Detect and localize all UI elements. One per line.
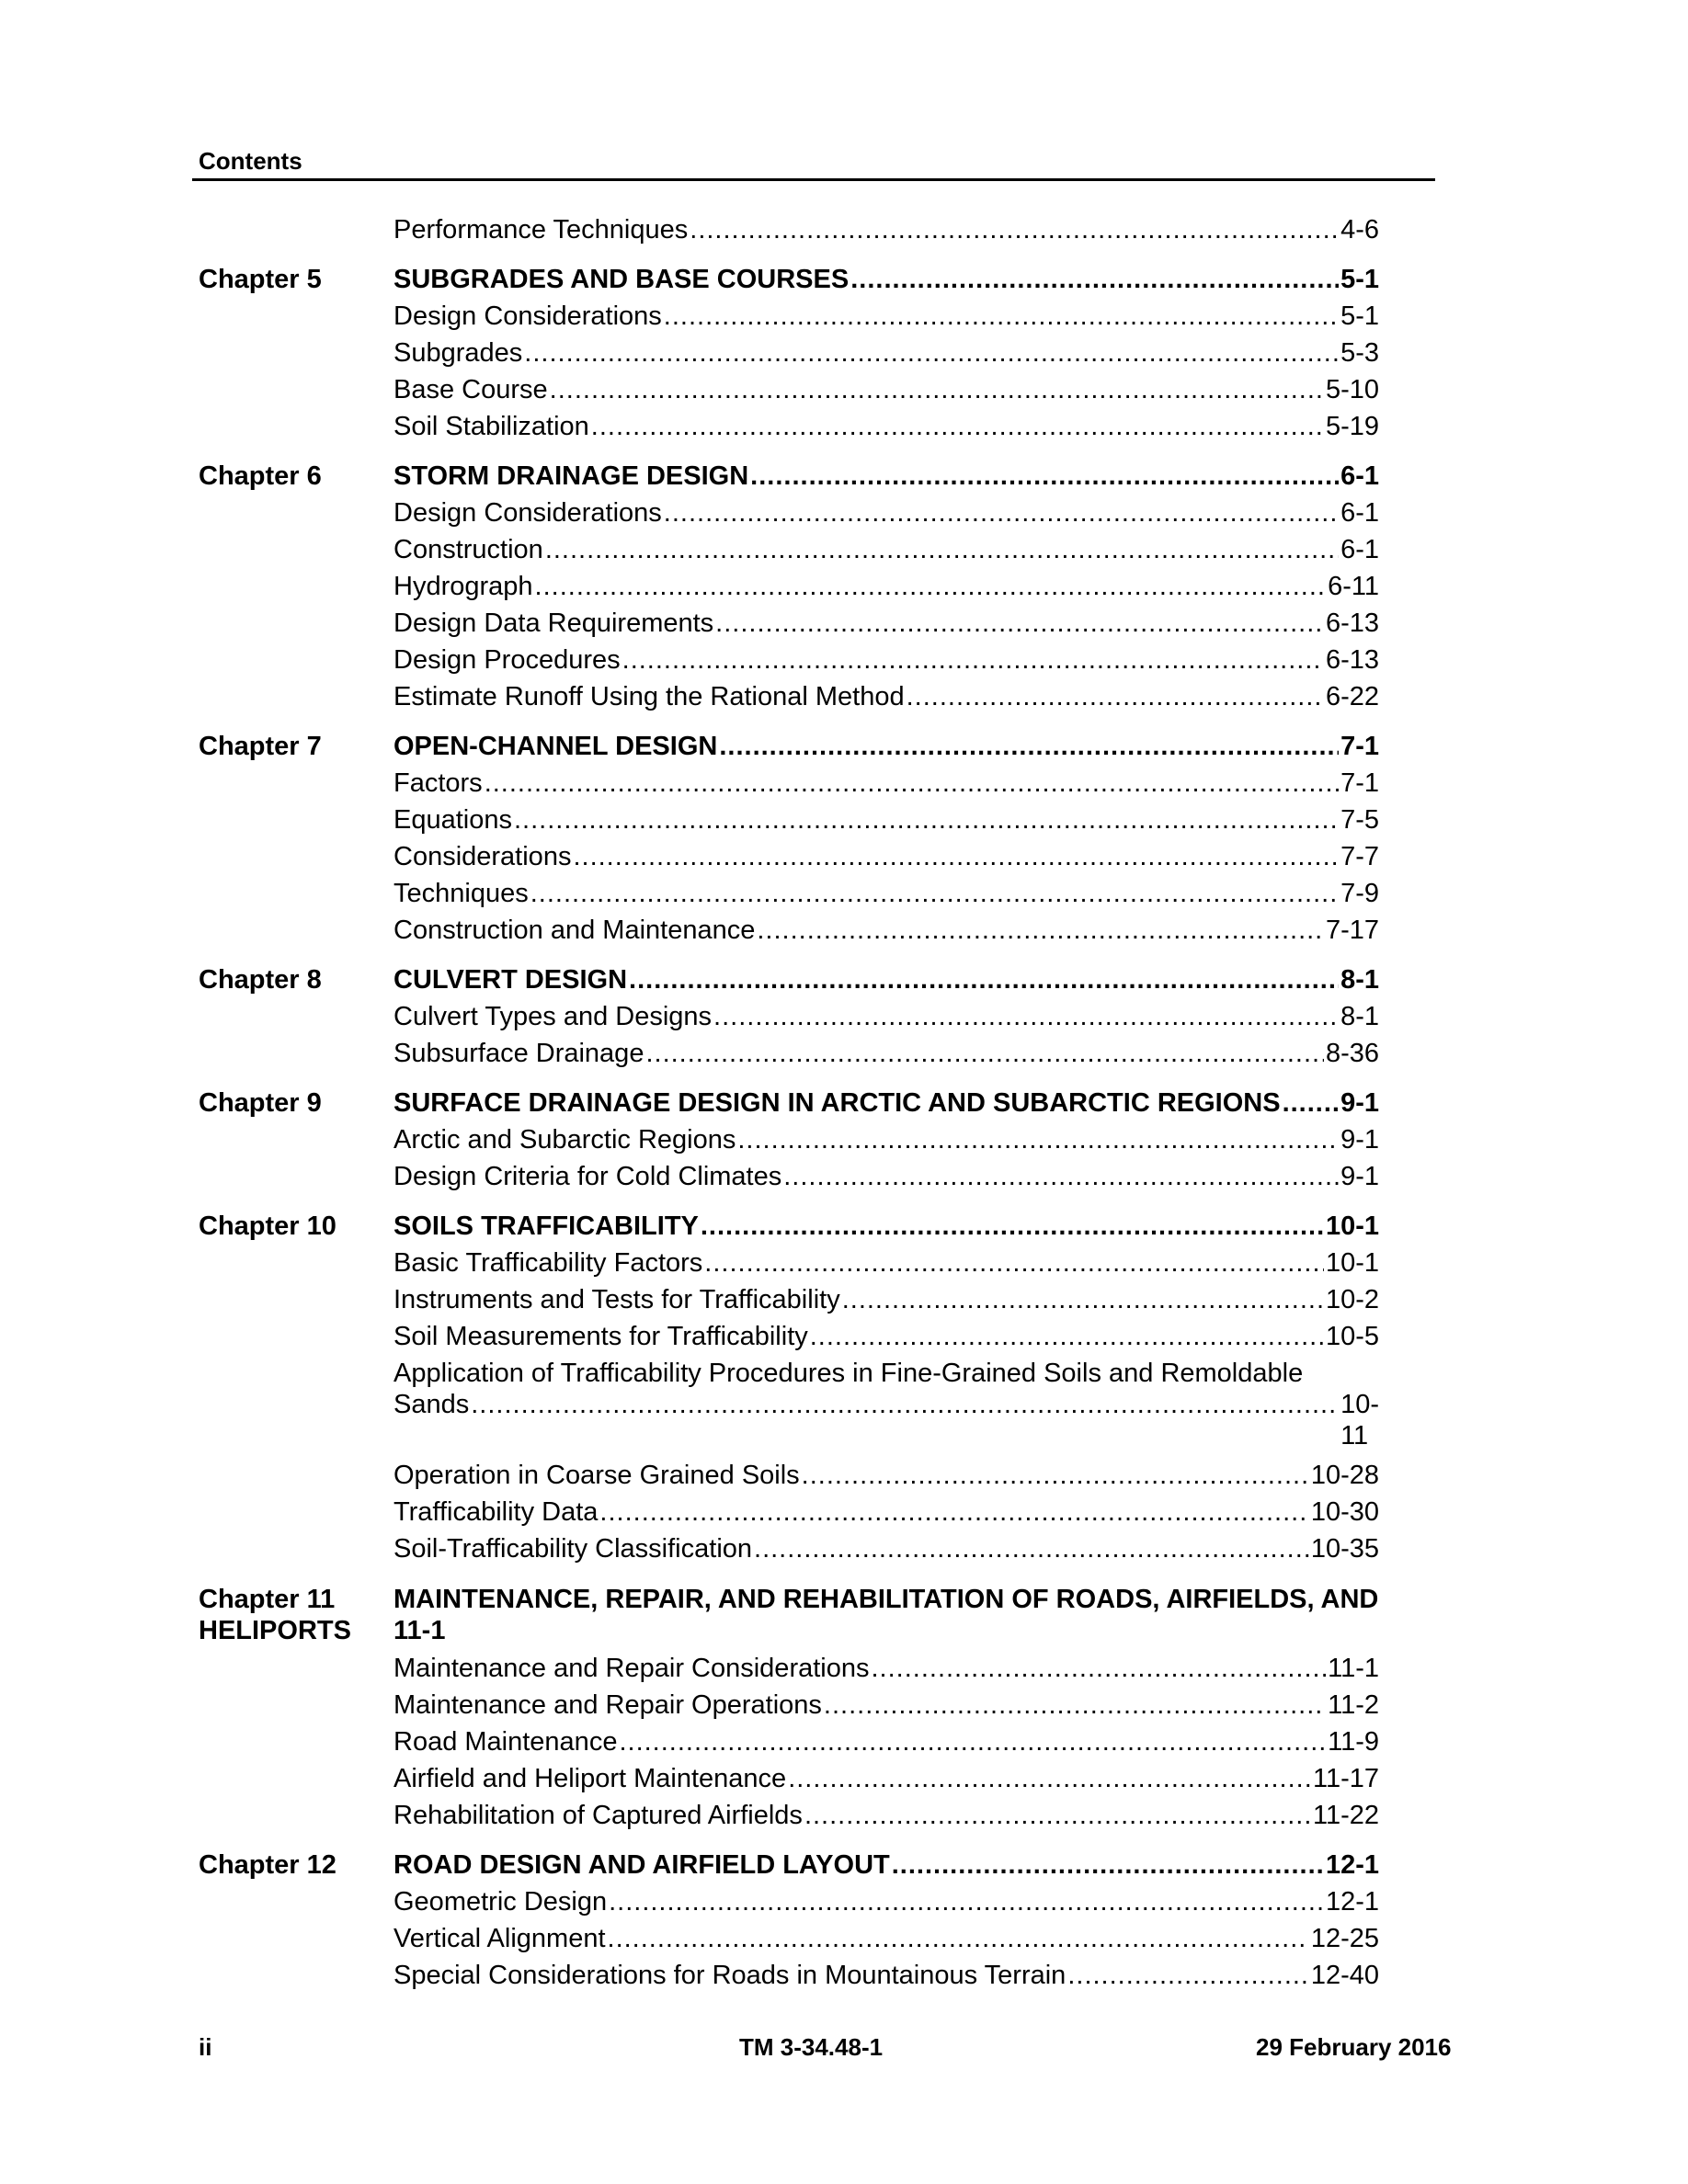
leader-dots bbox=[599, 1494, 1308, 1530]
toc-entry[interactable] bbox=[393, 1121, 1379, 1158]
toc-entry-title: Vertical Alignment bbox=[393, 1924, 606, 1953]
toc-entry[interactable] bbox=[393, 1494, 1379, 1530]
toc-entry-page: 6-13 bbox=[1325, 609, 1379, 638]
leader-dots bbox=[608, 1920, 1309, 1957]
toc-entry-title: Design Considerations bbox=[393, 301, 662, 331]
toc-entry-page: 11-22 bbox=[1312, 1801, 1379, 1830]
toc-entry-title: Design Criteria for Cold Climates bbox=[393, 1162, 782, 1191]
leader-dots bbox=[1067, 1957, 1309, 1994]
toc-entry-page: 9-1 bbox=[1340, 1125, 1379, 1155]
leader-dots bbox=[690, 211, 1339, 248]
footer-document-id: TM 3-34.48-1 bbox=[739, 2033, 884, 2061]
chapter-page: 12-1 bbox=[1325, 1850, 1379, 1880]
toc-entry-page: 7-1 bbox=[1340, 768, 1379, 798]
chapter-block-10 bbox=[199, 1208, 1412, 1567]
toc-entry-page: 7-17 bbox=[1325, 916, 1379, 945]
leader-dots bbox=[485, 765, 1339, 802]
toc-entry-page: 5-10 bbox=[1325, 375, 1379, 404]
leader-dots bbox=[645, 1035, 1324, 1072]
toc-entry-title: Road Maintenance bbox=[393, 1727, 618, 1757]
toc-entry[interactable] bbox=[393, 408, 1379, 445]
leader-dots bbox=[550, 371, 1324, 408]
chapter-block-6 bbox=[199, 458, 1412, 715]
toc-entry-title: Maintenance and Repair Considerations bbox=[393, 1654, 870, 1683]
leader-dots bbox=[545, 531, 1339, 568]
toc-entry[interactable] bbox=[393, 765, 1379, 802]
leader-dots bbox=[535, 568, 1327, 605]
toc-entry-title: Basic Trafficability Factors bbox=[393, 1248, 703, 1278]
toc-entry-title: Construction bbox=[393, 535, 543, 564]
toc-entry-page: 10-5 bbox=[1325, 1322, 1379, 1351]
toc-entry-page: 8-36 bbox=[1325, 1039, 1379, 1068]
toc-entry-title: Geometric Design bbox=[393, 1887, 608, 1917]
toc-entry-title: Operation in Coarse Grained Soils bbox=[393, 1461, 800, 1490]
toc-entry-title: Rehabilitation of Captured Airfields bbox=[393, 1801, 803, 1830]
chapter-block-12 bbox=[199, 1847, 1412, 1994]
table-of-contents bbox=[199, 211, 1412, 2007]
leader-dots bbox=[783, 1158, 1339, 1195]
toc-entry[interactable] bbox=[393, 912, 1379, 949]
leader-dots bbox=[619, 1723, 1326, 1760]
toc-entry-page: 8-1 bbox=[1340, 1002, 1379, 1031]
chapter-title: ROAD DESIGN AND AIRFIELD LAYOUT bbox=[393, 1850, 890, 1880]
header-rule bbox=[192, 178, 1435, 181]
toc-entry-page: 9-1 bbox=[1340, 1162, 1379, 1191]
toc-entry[interactable] bbox=[393, 568, 1379, 605]
toc-entry-page: 12-40 bbox=[1310, 1961, 1379, 1990]
toc-entry-title: Design Data Requirements bbox=[393, 609, 714, 638]
leader-dots bbox=[737, 1121, 1339, 1158]
chapter-label: Chapter 8 bbox=[199, 965, 322, 995]
chapter-label: Chapter 10 bbox=[199, 1211, 336, 1241]
toc-entry-page: 12-1 bbox=[1325, 1887, 1379, 1917]
toc-entry[interactable] bbox=[393, 495, 1379, 531]
leader-dots bbox=[788, 1760, 1311, 1797]
chapter-title: MAINTENANCE, REPAIR, AND REHABILITATION OF ROADS, AIRFIELDS, AND bbox=[393, 1585, 1379, 1614]
toc-entry-page: 10-2 bbox=[1325, 1285, 1379, 1314]
toc-entry-title: Base Course bbox=[393, 375, 548, 404]
leader-dots bbox=[713, 998, 1339, 1035]
toc-entry[interactable] bbox=[393, 998, 1379, 1035]
leader-dots bbox=[719, 728, 1339, 765]
leader-dots bbox=[754, 1530, 1309, 1567]
toc-entry-page: 6-1 bbox=[1340, 498, 1379, 528]
chapter-label-block bbox=[199, 1580, 393, 1646]
toc-entry-page: 11-17 bbox=[1312, 1764, 1379, 1793]
leader-dots bbox=[514, 802, 1339, 838]
chapter-title-entry[interactable] bbox=[393, 1847, 1379, 1883]
toc-intro-block bbox=[199, 211, 1412, 248]
leader-dots bbox=[664, 495, 1339, 531]
toc-entry[interactable] bbox=[393, 1457, 1379, 1494]
toc-entry[interactable] bbox=[393, 875, 1379, 912]
toc-entry[interactable] bbox=[393, 1245, 1379, 1281]
toc-entry[interactable] bbox=[393, 642, 1379, 678]
leader-dots bbox=[524, 335, 1339, 371]
toc-entry-page: 5-3 bbox=[1340, 338, 1379, 368]
toc-entry-title: Instruments and Tests for Trafficability bbox=[393, 1285, 840, 1314]
chapter-label: Chapter 5 bbox=[199, 265, 322, 294]
toc-entry-title: Special Considerations for Roads in Mountainous Terrain bbox=[393, 1961, 1066, 1990]
footer-page-number: ii bbox=[199, 2033, 212, 2061]
chapter-title-entry[interactable] bbox=[393, 458, 1379, 495]
toc-entry-title: Soil-Trafficability Classification bbox=[393, 1534, 753, 1564]
leader-dots bbox=[802, 1457, 1309, 1494]
leader-dots bbox=[609, 1883, 1324, 1920]
toc-entry-title: Design Considerations bbox=[393, 498, 662, 528]
chapter-label: Chapter 12 bbox=[199, 1850, 336, 1880]
toc-entry[interactable] bbox=[393, 1687, 1379, 1723]
toc-entry-title: Sands bbox=[393, 1390, 470, 1419]
toc-entry[interactable] bbox=[393, 1650, 1379, 1687]
toc-entry[interactable] bbox=[393, 678, 1379, 715]
leader-dots bbox=[591, 408, 1324, 445]
chapter-block-7 bbox=[199, 728, 1412, 949]
leader-dots bbox=[629, 961, 1339, 998]
toc-entry-title: Performance Techniques bbox=[393, 215, 689, 245]
toc-entry[interactable] bbox=[393, 211, 1379, 248]
toc-entry-page: 10-11 bbox=[1340, 1390, 1379, 1450]
chapter-block-5 bbox=[199, 261, 1412, 445]
toc-entry[interactable] bbox=[393, 605, 1379, 642]
chapter-title: SUBGRADES AND BASE COURSES bbox=[393, 265, 850, 294]
toc-entry-page: 12-25 bbox=[1310, 1924, 1379, 1953]
chapter-page: 9-1 bbox=[1340, 1088, 1379, 1118]
footer-date: 29 February 2016 bbox=[1256, 2033, 1452, 2061]
leader-dots bbox=[871, 1650, 1326, 1687]
toc-entry[interactable] bbox=[393, 838, 1379, 875]
chapter-label: Chapter 11 bbox=[199, 1585, 336, 1614]
chapter-label: Chapter 6 bbox=[199, 461, 322, 491]
chapter-title-entry[interactable] bbox=[393, 1085, 1379, 1121]
toc-entry-title: Hydrograph bbox=[393, 572, 533, 601]
toc-entry-page: 7-5 bbox=[1340, 805, 1379, 835]
chapter-title-entry[interactable] bbox=[393, 1580, 1379, 1646]
leader-dots bbox=[810, 1318, 1324, 1355]
chapter-page: 5-1 bbox=[1340, 265, 1379, 294]
toc-entry[interactable] bbox=[393, 1281, 1379, 1318]
toc-entry-page: 5-19 bbox=[1325, 412, 1379, 441]
leader-dots bbox=[573, 838, 1339, 875]
chapter-title-entry[interactable] bbox=[393, 1208, 1379, 1245]
toc-entry[interactable] bbox=[393, 802, 1379, 838]
toc-entry-page: 11-2 bbox=[1328, 1690, 1379, 1720]
toc-entry-title: Maintenance and Repair Operations bbox=[393, 1690, 822, 1720]
toc-entry-title: Soil Stabilization bbox=[393, 412, 589, 441]
leader-dots bbox=[715, 605, 1324, 642]
toc-entry-title: Subsurface Drainage bbox=[393, 1039, 644, 1068]
toc-entry-page: 10-1 bbox=[1325, 1248, 1379, 1278]
chapter-page: 10-1 bbox=[1325, 1211, 1379, 1241]
toc-entry-title: Trafficability Data bbox=[393, 1497, 599, 1527]
leader-dots bbox=[824, 1687, 1326, 1723]
toc-entry-page: 6-1 bbox=[1340, 535, 1379, 564]
chapter-label: Chapter 9 bbox=[199, 1088, 322, 1118]
header-label: Contents bbox=[199, 147, 302, 175]
leader-dots bbox=[622, 642, 1324, 678]
toc-entry[interactable] bbox=[393, 1957, 1379, 1994]
toc-entry[interactable] bbox=[393, 1920, 1379, 1957]
chapter-label: Chapter 7 bbox=[199, 732, 322, 761]
chapter-page: 7-1 bbox=[1340, 732, 1379, 761]
leader-dots bbox=[804, 1797, 1311, 1834]
toc-entry-title: Techniques bbox=[393, 879, 529, 908]
toc-entry-page: 11-1 bbox=[1328, 1654, 1379, 1683]
chapter-title-entry[interactable] bbox=[393, 961, 1379, 998]
leader-dots bbox=[750, 458, 1339, 495]
toc-entry-title-line1: Application of Trafficability Procedures in Fine-Grained Soils and Remoldable bbox=[393, 1359, 1304, 1388]
chapter-block-8 bbox=[199, 961, 1412, 1072]
toc-entry-title: Construction and Maintenance bbox=[393, 916, 756, 945]
toc-entry-title: Design Procedures bbox=[393, 645, 621, 675]
toc-entry-multiline[interactable] bbox=[393, 1355, 1379, 1451]
toc-entry-page: 10-30 bbox=[1310, 1497, 1379, 1527]
toc-entry-page: 5-1 bbox=[1340, 301, 1379, 331]
chapter-page: 8-1 bbox=[1340, 965, 1379, 995]
leader-dots bbox=[842, 1281, 1324, 1318]
leader-dots bbox=[664, 298, 1339, 335]
chapter-block-11 bbox=[199, 1580, 1412, 1834]
toc-entry-title: Subgrades bbox=[393, 338, 523, 368]
leader-dots bbox=[701, 1208, 1324, 1245]
toc-entry-page: 6-11 bbox=[1328, 572, 1379, 601]
toc-entry-page: 7-7 bbox=[1340, 842, 1379, 871]
toc-entry[interactable] bbox=[393, 531, 1379, 568]
leader-dots bbox=[471, 1389, 1339, 1420]
chapter-title: CULVERT DESIGN bbox=[393, 965, 628, 995]
chapter-title: SOILS TRAFFICABILITY bbox=[393, 1211, 699, 1241]
toc-entry-page: 6-22 bbox=[1325, 682, 1379, 711]
toc-entry-page: 10-28 bbox=[1310, 1461, 1379, 1490]
leader-dots bbox=[907, 678, 1324, 715]
toc-entry-title: Soil Measurements for Trafficability bbox=[393, 1322, 808, 1351]
toc-entry-page: 11-9 bbox=[1328, 1727, 1379, 1757]
toc-entry[interactable] bbox=[393, 1883, 1379, 1920]
toc-entry-page: 6-13 bbox=[1325, 645, 1379, 675]
toc-entry-page: 7-9 bbox=[1340, 879, 1379, 908]
toc-entry-page: 4-6 bbox=[1340, 215, 1379, 245]
toc-entry-title: Estimate Runoff Using the Rational Method bbox=[393, 682, 905, 711]
toc-entry-title: Airfield and Heliport Maintenance bbox=[393, 1764, 787, 1793]
chapter-title: OPEN-CHANNEL DESIGN bbox=[393, 732, 718, 761]
chapter-block-9 bbox=[199, 1085, 1412, 1195]
toc-entry[interactable] bbox=[393, 1797, 1379, 1834]
toc-entry-title: Considerations bbox=[393, 842, 572, 871]
leader-dots bbox=[850, 261, 1339, 298]
toc-entry[interactable] bbox=[393, 335, 1379, 371]
toc-entry[interactable] bbox=[393, 1158, 1379, 1195]
leader-dots bbox=[704, 1245, 1324, 1281]
leader-dots bbox=[757, 912, 1324, 949]
chapter-label-line2: HELIPORTS bbox=[199, 1616, 351, 1645]
toc-entry-title: Culvert Types and Designs bbox=[393, 1002, 713, 1031]
chapter-title: STORM DRAINAGE DESIGN bbox=[393, 461, 749, 491]
toc-entry-title: Factors bbox=[393, 768, 483, 798]
toc-entry[interactable] bbox=[393, 298, 1379, 335]
chapter-title: SURFACE DRAINAGE DESIGN IN ARCTIC AND SUBARCTIC REGIONS bbox=[393, 1088, 1281, 1118]
toc-entry-page: 10-35 bbox=[1310, 1534, 1379, 1564]
toc-entry[interactable] bbox=[393, 1530, 1379, 1567]
toc-entry[interactable] bbox=[393, 1318, 1379, 1355]
chapter-title-entry[interactable] bbox=[393, 261, 1379, 298]
chapter-title-line2: 11-1 bbox=[393, 1616, 446, 1645]
leader-dots bbox=[892, 1847, 1324, 1883]
chapter-title-entry[interactable] bbox=[393, 728, 1379, 765]
toc-entry[interactable] bbox=[393, 1035, 1379, 1072]
toc-entry[interactable] bbox=[393, 1760, 1379, 1797]
toc-entry[interactable] bbox=[393, 1723, 1379, 1760]
toc-entry[interactable] bbox=[393, 371, 1379, 408]
toc-entry-title: Equations bbox=[393, 805, 512, 835]
leader-dots bbox=[530, 875, 1339, 912]
leader-dots bbox=[1283, 1085, 1340, 1121]
toc-entry-title: Arctic and Subarctic Regions bbox=[393, 1125, 736, 1155]
chapter-page: 6-1 bbox=[1340, 461, 1379, 491]
